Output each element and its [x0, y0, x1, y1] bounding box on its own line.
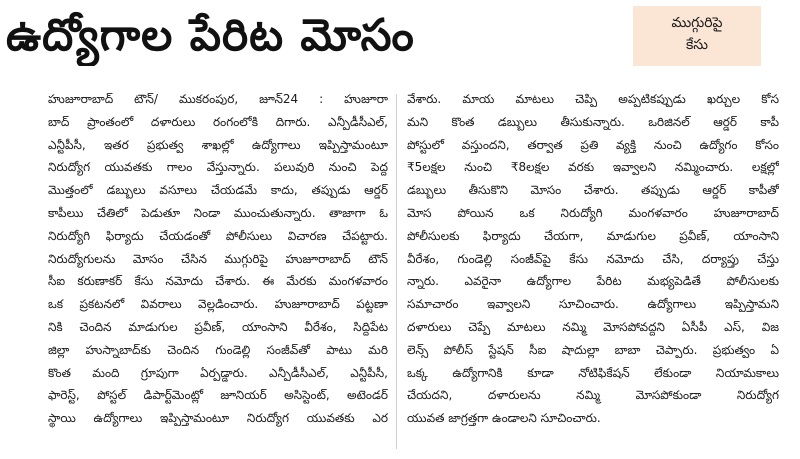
article-line: లెన్స్ పోలీస్ స్టేషన్ సీఐ షాదుల్లా బాబా చెప్పారు. ప్రభుత్వం ఏ	[407, 342, 779, 357]
article-line: ఫారెస్ట్, పోస్టల్ డిపార్ట్‌మెంట్లో జూనియర్ అసిస్టెంట్, అటెండర్	[48, 388, 388, 403]
subheadline-tag	[633, 6, 761, 66]
article-line: చేయదని, దళారులను నమ్మి మోసపోకుండా నిరుద్యోగ	[407, 388, 779, 403]
article-line: వేశారు. మాయ మాటలు చెప్పి అప్పటికప్పుడు ఖర్చుల కోస	[407, 92, 779, 106]
article-line: హుజూరాబాద్ టౌన్/ ముకరంపుర, జూన్24 : హుజూరా	[48, 92, 388, 106]
article-line: కాపీలుు చేతిలో పెడుతూ నిండా ముంచుతున్నారు. తాజాగా ఓ	[48, 205, 388, 220]
article-line: కొంత మంది గ్రూపుగా ఏర్పడ్డారు. ఎన్పీడీసీఎల్, ఎన్టీపీసీ,	[48, 365, 388, 380]
article-line: సీఐ కరుణాకర్ కేసు నమోదు చేశారు. ఈ మేరకు మంగళవారం	[48, 274, 388, 289]
article-line: నికి చెందిన మాడుగుల ప్రవీణ్, యాంసాని వీరేశం, సిద్దిపేట	[48, 319, 388, 334]
article-body	[0, 88, 800, 453]
article-line: మని కొంత డబ్బులు తీసుకున్నారు. ఒరిజినల్ ఆర్డర్ కాపీ	[407, 114, 779, 129]
article-line: నిరుద్యోగులను మోసం చేసిన ముగ్గురిపై హుజూరాబాద్ టౌన్	[48, 251, 388, 266]
headline: ఉద్యోగాల పేరిట మోసం	[6, 10, 415, 61]
article-line: దళారులు చెప్పే మాటలు నమ్మి మోసపోవద్దని ఏసీపీ ఎస్, విజ	[407, 319, 779, 334]
article-line: మొత్తంలో డబ్బులు వసూలు చేయడమే కాదు, తప్పుడు ఆర్డర్	[48, 183, 388, 198]
article-line: డబ్బులు తీసుకొని మోసం చేశారు. తప్పుడు ఆర్డర్ కాపీతో	[407, 183, 779, 198]
tag-line-1: ముగ్గురిపై	[671, 15, 723, 31]
article-line: మోస పోయిన ఒక నిరుద్యోగి మంగళవారం హుజూరాబాద్	[407, 205, 779, 220]
article-line: సమాచారం ఇవ్వాలని సూచించారు. ఉద్యోగాలు ఇప్పిస్తామని	[407, 297, 779, 312]
article-line: పోస్టులో వస్తుందని, తర్వాత ప్రతి వ్యక్తి నుంచి ఉద్యోగం కోసం	[407, 137, 779, 152]
article-column-right	[407, 88, 779, 430]
article-line: నిరుద్యోగి ఫిర్యాదు చేయడంతో పోలీసులు విచారణ చేపట్టారు.	[48, 228, 388, 243]
article-line: యువత జాగ్రత్తగా ఉండాలని సూచించారు.	[407, 411, 601, 426]
article-line: ఒక ప్రకటనలో వివరాలు వెల్లడించారు. హుజూరాబాద్ పట్టణా	[48, 297, 388, 312]
tag-line-2: కేసు	[686, 37, 708, 53]
article-line: జిల్లా హుస్నాబాద్‌కు చెందిన గుండెల్లి సంజీవ్‌తో పాటు మరి	[48, 342, 388, 357]
article-line: న్నారు. ఎవరైనా ఉద్యోగాల పేరిట మభ్యపెడితే పోలీసులకు	[407, 274, 779, 289]
article-line: ₹5లక్షల నుంచి ₹8లక్షల వరకు ఇవ్వాలని నమ్మించారు. లక్షల్లో	[407, 160, 779, 175]
article-line: బాద్ ప్రాంతంలో దళారులు రంగంలోకి దిగారు. ఎన్పీడీసీఎల్,	[48, 114, 388, 129]
article-line: వీరేశం, గుండెల్లి సంజీవ్‌పై కేసు నమోదు చేసి, దర్యాప్తు చేస్తు	[407, 251, 779, 266]
article-line: నిరుద్యోగ యువతకు గాలం వేస్తున్నారు. పలువురి నుంచి పెద్ద	[48, 160, 388, 175]
article-column-left	[48, 88, 388, 430]
article-line: స్థాయి ఉద్యోగాలు ఇప్పిస్తామంటూ నిరుద్యోగ యువతకు ఎర	[48, 411, 388, 426]
article-line: ఎన్టీపీసీ, ఇతర ప్రభుత్వ శాఖల్లో ఉద్యోగాలు ఇప్పిస్తామంటూ	[48, 137, 388, 152]
article-line: ఒక్క ఉద్యోగానికి కూడా నోటిఫికేషన్ లేకుండా నియామకాలు	[407, 365, 779, 380]
article-line: పోలీసులకు ఫిర్యాదు చేయగా, మాడుగుల ప్రవీణ్, యాంసాని	[407, 228, 779, 243]
